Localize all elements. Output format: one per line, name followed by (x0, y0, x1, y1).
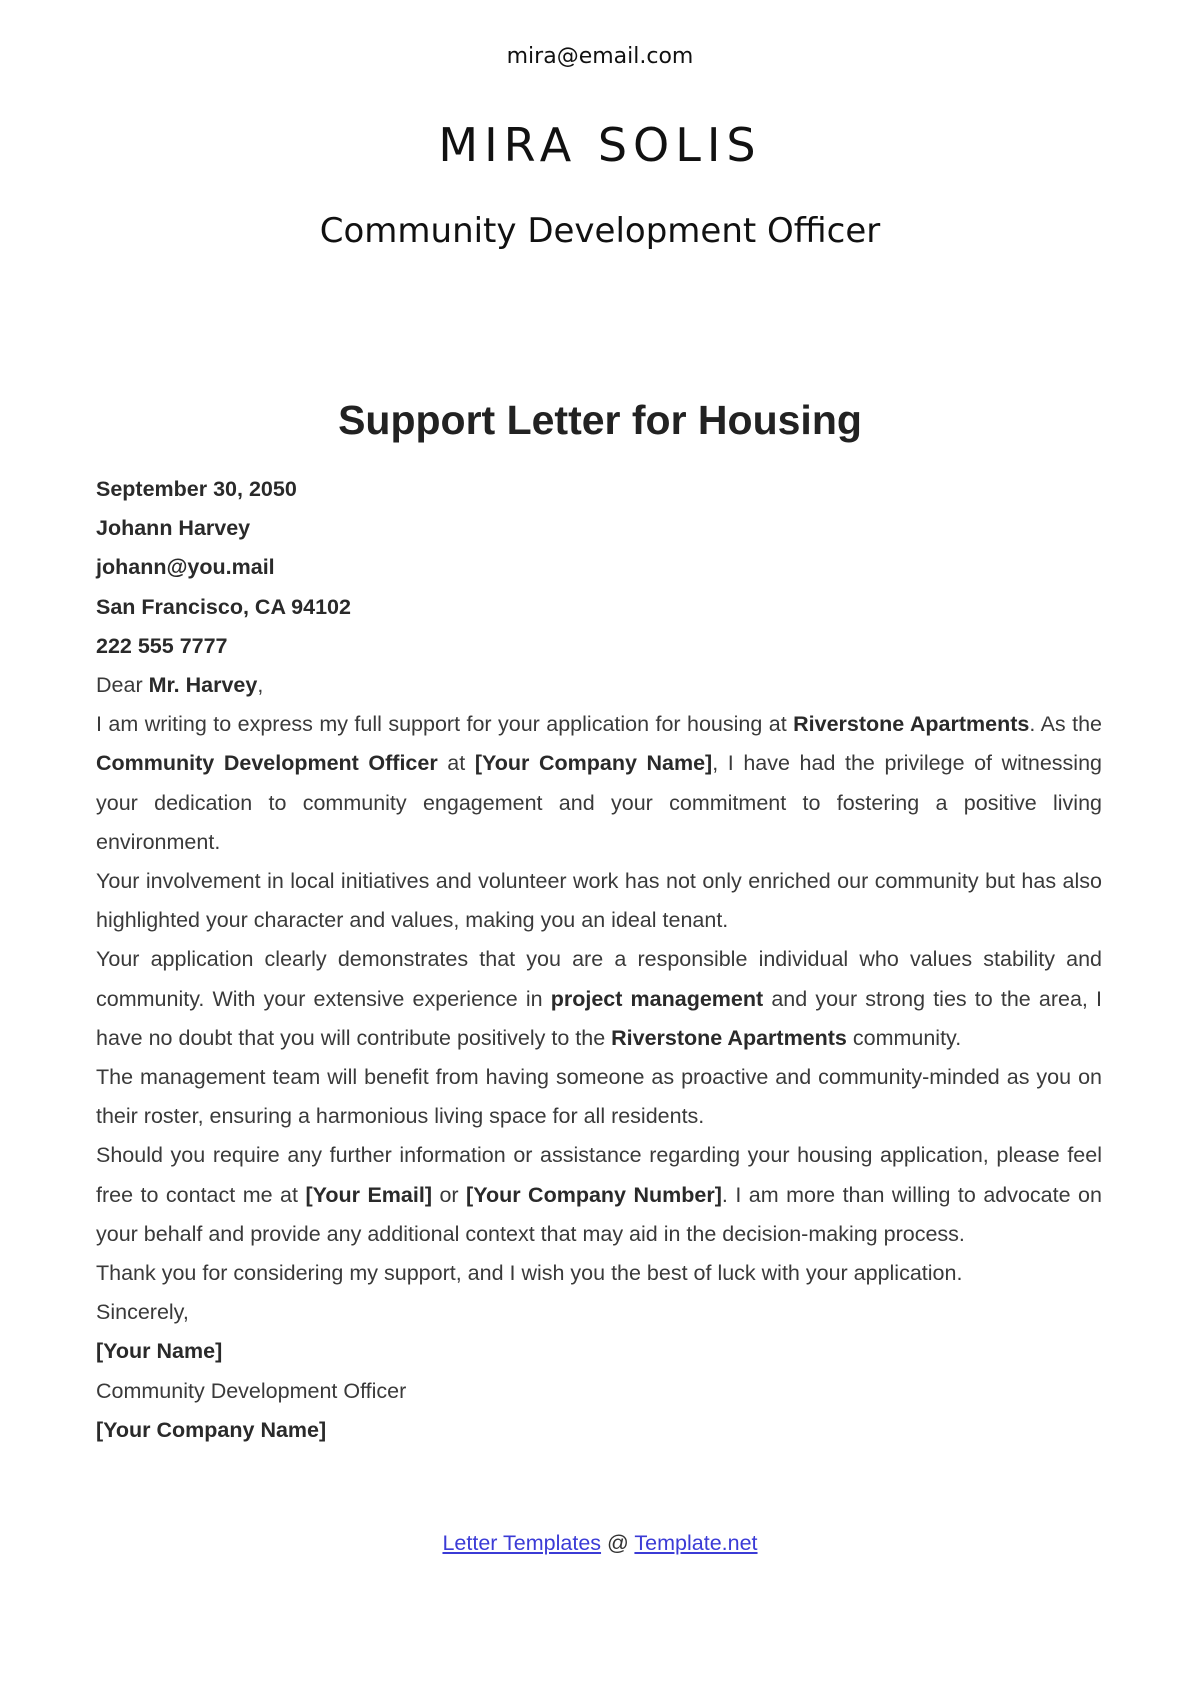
p5-text-2: or (431, 1182, 467, 1207)
sender-job-title: Community Development Officer (319, 211, 881, 251)
signature-title: Community Development Officer (96, 1378, 407, 1403)
p1-text-4: , I have had the privilege of witnessing your dedication to community engagement and your commitment to fostering a positive living environment. (96, 751, 1102, 854)
salutation-prefix: Dear (96, 673, 149, 698)
p1-bold-2: Community Development Officer (96, 751, 438, 776)
p1-bold-3: [Your Company Name] (474, 751, 713, 776)
recipient-address: San Francisco, CA 94102 (96, 594, 351, 619)
closing: Sincerely, (96, 1300, 189, 1325)
p3-text-3: community. (846, 1025, 962, 1050)
paragraph-6: Thank you for considering my support, and I wish you the best of luck with your application. (96, 1261, 963, 1286)
p5-bold-2: [Your Company Number] (466, 1182, 722, 1207)
p3-text-2: and your strong ties to the area, I have no doubt that you will contribute positively to the (96, 986, 1103, 1050)
p3-text-1: Your application clearly demonstrates that you are a responsible individual who values stability and community. With your extensive experience in (96, 947, 1102, 1011)
footer (0, 1531, 1200, 1556)
salutation-name: Mr. Harvey (148, 673, 258, 698)
sender-email: mira@email.com (506, 44, 694, 69)
letter-date: September 30, 2050 (96, 477, 297, 501)
p3-bold-1: project management (550, 986, 764, 1011)
recipient-phone: 222 555 7777 (96, 633, 228, 658)
paragraph-5 (96, 1136, 1102, 1254)
signature-company: [Your Company Name] (96, 1417, 327, 1442)
p5-bold-1: [Your Email] (305, 1182, 432, 1207)
salutation-suffix: , (257, 673, 264, 698)
p1-bold-1: Riverstone Apartments (793, 712, 1030, 737)
recipient-email: johann@you.mail (96, 555, 275, 580)
p5-text-1: Should you require any further information or assistance regarding your housing application, please feel free to contact me at (96, 1143, 1102, 1207)
template-net-link[interactable]: Template.net (634, 1531, 758, 1555)
paragraph-1 (96, 705, 1102, 862)
p1-text-2: . As the (1029, 712, 1103, 737)
paragraph-4: The management team will benefit from having someone as proactive and community-minded as you on their roster, ensuring a harmonious living space for all residents. (96, 1065, 1102, 1129)
p1-text-1: I am writing to express my full support for your application for housing at (96, 712, 794, 737)
letter-templates-link[interactable]: Letter Templates (442, 1531, 602, 1555)
sender-name: MIRA SOLIS (438, 118, 762, 172)
recipient-name: Johann Harvey (96, 516, 251, 541)
salutation (96, 666, 1102, 705)
p1-text-3: at (437, 751, 475, 776)
paragraph-2: Your involvement in local initiatives and volunteer work has not only enriched our community but has also highlighted your character and values, making you an ideal tenant. (96, 869, 1102, 933)
signature-name: [Your Name] (96, 1339, 223, 1364)
letter-title: Support Letter for Housing (338, 397, 862, 443)
p5-text-3: . I am more than willing to advocate on your behalf and provide any additional context that may aid in the decision-making process. (96, 1182, 1102, 1246)
paragraph-3 (96, 940, 1102, 1058)
p3-bold-2: Riverstone Apartments (611, 1025, 847, 1050)
letter-body (96, 470, 1102, 1450)
footer-separator: @ (601, 1531, 635, 1555)
